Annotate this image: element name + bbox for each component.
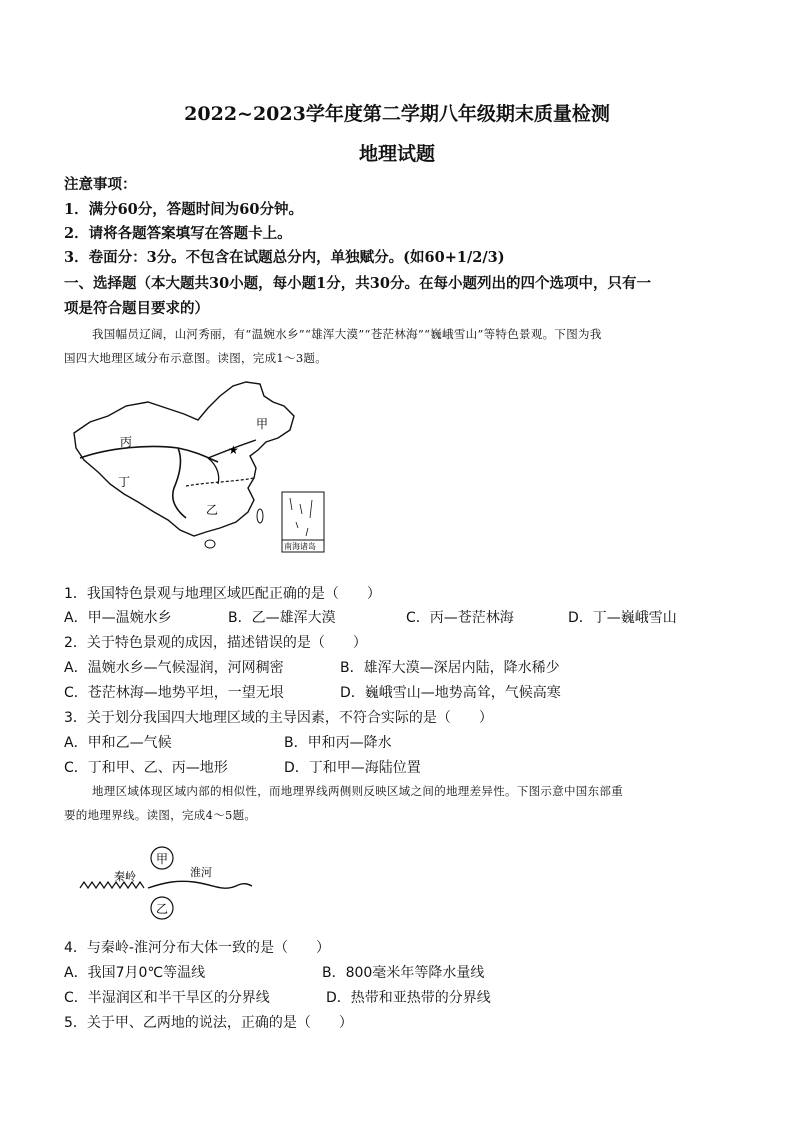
page-title: 2022~2023学年度第二学期八年级期末质量检测 [184, 103, 610, 125]
option-c: C．丙—苍茫林海 [406, 610, 514, 626]
option-d: D．巍峨雪山—地势高耸，气候高寒 [340, 685, 561, 701]
question-stem: 5．关于甲、乙两地的说法，正确的是（ ） [64, 1015, 353, 1031]
label-qinling: 秦岭 [114, 870, 136, 883]
option-a: A．我国7月0℃等温线 [64, 965, 206, 981]
option-b: B．800毫米年等降水量线 [322, 965, 485, 981]
question-stem: 2．关于特色景观的成因，描述错误的是（ ） [64, 635, 367, 651]
option-c: C．丁和甲、乙、丙—地形 [64, 760, 228, 776]
region-label-bing: 丙 [120, 435, 133, 449]
option-a: A．甲—温婉水乡 [64, 610, 172, 626]
passage-text: 国四大地理区域分布示意图。读图，完成1～3题。 [64, 351, 328, 365]
capital-star-icon: ★ [228, 443, 239, 457]
question-stem: 1．我国特色景观与地理区域匹配正确的是（ ） [64, 586, 381, 602]
option-d: D．热带和亚热带的分界线 [326, 990, 491, 1006]
option-b: B．乙—雄浑大漠 [228, 610, 336, 626]
question-stem: 4．与秦岭-淮河分布大体一致的是（ ） [64, 940, 330, 956]
label-yi: 乙 [156, 902, 169, 916]
notes-heading: 注意事项： [64, 176, 137, 193]
china-outline [74, 382, 294, 536]
option-a: A．温婉水乡—气候湿润，河网稠密 [64, 660, 284, 676]
option-d: D．丁—巍峨雪山 [568, 610, 677, 626]
option-a: A．甲和乙—气候 [64, 735, 172, 751]
passage-text: 地理区域体现区域内部的相似性，而地理界线两侧则反映区域之间的地理差异性。下图示意中国东部重 [92, 784, 623, 798]
option-c: C．半湿润区和半干旱区的分界线 [64, 990, 270, 1006]
label-jia: 甲 [156, 852, 169, 866]
boundary-line [186, 478, 254, 486]
taiwan-island [257, 509, 263, 523]
option-d: D．丁和甲—海陆位置 [284, 760, 421, 776]
passage-text: 我国幅员辽阔，山河秀丽，有“温婉水乡”“雄浑大漠”“苍茫林海”“巍峨雪山”等特色景观。下图为我 [92, 327, 602, 341]
option-c: C．苍茫林海—地势平坦，一望无垠 [64, 685, 284, 701]
note-item: 2．请将各题答案填写在答题卡上。 [64, 225, 292, 242]
hainan-island [205, 540, 215, 548]
region-label-yi: 乙 [206, 503, 219, 517]
river-line [148, 881, 252, 888]
note-item: 1．满分60分，答题时间为60分钟。 [64, 201, 303, 218]
question-stem: 3．关于划分我国四大地理区域的主导因素，不符合实际的是（ ） [64, 710, 493, 726]
region-label-jia: 甲 [256, 417, 269, 431]
option-b: B．甲和丙—降水 [284, 735, 392, 751]
page-subtitle: 地理试题 [358, 143, 435, 165]
option-b: B．雄浑大漠—深居内陆，降水稀少 [340, 660, 560, 676]
note-item: 3．卷面分：3分。不包含在试题总分内，单独赋分。(如60+1/2/3) [64, 249, 505, 266]
china-regions-map [68, 378, 330, 556]
boundary-line [173, 448, 186, 518]
passage-text: 要的地理界线。读图，完成4～5题。 [64, 808, 257, 822]
inset-label: 南海诸岛 [284, 542, 316, 551]
section-heading: 一、选择题（本大题共30小题，每小题1分，共30分。在每小题列出的四个选项中，只有一 [64, 275, 651, 292]
label-huaihe: 淮河 [190, 866, 212, 879]
boundary-line [80, 446, 218, 462]
section-heading-cont: 项是符合题目要求的） [64, 300, 209, 317]
region-label-ding: 丁 [118, 475, 131, 489]
qinling-huaihe-diagram [76, 842, 256, 922]
